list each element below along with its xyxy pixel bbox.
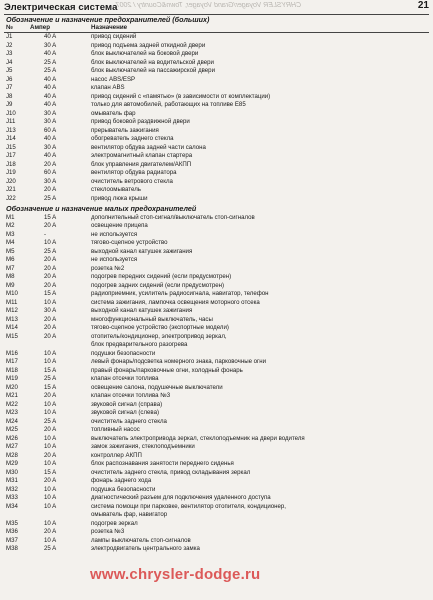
fuse-purpose: подушки безопасности bbox=[91, 349, 156, 357]
fuse-purpose: розетка №3 bbox=[91, 528, 125, 535]
fuse-amperage: 20 A bbox=[44, 477, 57, 484]
fuse-purpose: привод сидений с «памятью» (в зависимости от комплектации) bbox=[91, 92, 271, 100]
fuse-amperage: 40 A bbox=[44, 152, 57, 159]
fuse-purpose: топливный насос bbox=[91, 426, 140, 433]
fuse-amperage: 40 A bbox=[44, 92, 57, 100]
small-fuses-title: Обозначение и назначение малых предохранителей bbox=[6, 204, 197, 213]
fuse-purpose: отопитель/кондиционер, электропривод зеркал, bbox=[91, 332, 227, 340]
fuse-purpose: розетка №2 bbox=[91, 264, 125, 272]
fuse-amperage: 30 A bbox=[44, 41, 57, 49]
fuse-amperage: 15 A bbox=[44, 383, 57, 391]
fuse-row bbox=[0, 76, 433, 85]
fuse-row-continuation bbox=[0, 511, 433, 520]
fuse-row bbox=[0, 67, 433, 76]
fuse-id: M22 bbox=[6, 400, 18, 408]
fuse-row bbox=[0, 84, 433, 93]
fuse-row bbox=[0, 110, 433, 119]
fuse-row bbox=[0, 503, 433, 512]
fuse-purpose: очиститель ветрового стекла bbox=[91, 177, 173, 185]
fuse-amperage: 20 A bbox=[44, 273, 57, 280]
fuse-purpose: дополнительный стоп-сигнал/выключатель стоп-сигналов bbox=[91, 213, 255, 221]
fuse-id: M7 bbox=[6, 264, 15, 272]
fuse-amperage: 20 A bbox=[44, 451, 57, 459]
fuse-id: M12 bbox=[6, 307, 18, 314]
fuse-purpose: блок выключателей на водительской двери bbox=[91, 58, 214, 66]
fuse-row bbox=[0, 144, 433, 153]
fuse-purpose: подогрев передних сидений (если предусмотрен) bbox=[91, 273, 232, 280]
fuse-row bbox=[0, 307, 433, 316]
fuse-amperage: 60 A bbox=[44, 126, 57, 134]
fuse-purpose: диагностический разъем для подключения удаленного доступа bbox=[91, 494, 271, 501]
fuse-id: J5 bbox=[6, 67, 13, 74]
fuse-amperage: 20 A bbox=[44, 392, 57, 399]
fuse-id: J11 bbox=[6, 118, 16, 125]
fuse-id: M36 bbox=[6, 528, 18, 535]
fuse-id: J21 bbox=[6, 186, 16, 193]
fuse-amperage: 10 A bbox=[44, 400, 57, 408]
fuse-purpose: выходной канал катушек зажигания bbox=[91, 307, 193, 314]
fuse-id: M24 bbox=[6, 417, 18, 425]
fuse-id: M2 bbox=[6, 222, 15, 229]
col-header-amp: Ампер bbox=[30, 24, 51, 31]
fuse-row bbox=[0, 265, 433, 274]
fuse-purpose: насос ABS/ESP bbox=[91, 75, 136, 83]
fuse-id: M19 bbox=[6, 375, 18, 382]
fuse-id: M27 bbox=[6, 443, 18, 450]
fuse-amperage: 20 A bbox=[44, 256, 57, 263]
fuse-amperage: 20 A bbox=[44, 426, 57, 433]
fuse-id: M21 bbox=[6, 392, 18, 399]
fuse-purpose: вентилятор обдува задней части салона bbox=[91, 143, 206, 151]
fuse-row bbox=[0, 290, 433, 299]
site-watermark: www.chrysler-dodge.ru bbox=[90, 566, 261, 583]
fuse-amperage: 30 A bbox=[44, 118, 57, 125]
fuse-amperage: 30 A bbox=[44, 109, 57, 117]
fuse-row bbox=[0, 50, 433, 59]
fuse-purpose: блок выключателей на боковой двери bbox=[91, 50, 199, 57]
fuse-purpose: электродвигатель центрального замка bbox=[91, 545, 200, 552]
fuse-amperage: 25 A bbox=[44, 247, 57, 255]
fuse-purpose: привод люка крыши bbox=[91, 194, 148, 202]
fuse-amperage: 20 A bbox=[44, 281, 57, 289]
fuse-row bbox=[0, 537, 433, 546]
fuse-purpose: выключатель электропривода зеркал, стеклоподъемник на двери водителя bbox=[91, 434, 305, 442]
fuse-id: J18 bbox=[6, 160, 16, 168]
fuse-purpose: замок зажигания, стеклоподъемники bbox=[91, 443, 195, 450]
fuse-row bbox=[0, 443, 433, 452]
fuse-row bbox=[0, 324, 433, 333]
fuse-amperage: 10 A bbox=[44, 349, 57, 357]
fuse-amperage: 15 A bbox=[44, 290, 57, 297]
fuse-row bbox=[0, 460, 433, 469]
fuse-purpose: омыватель фар bbox=[91, 109, 136, 117]
fuse-row bbox=[0, 59, 433, 68]
fuse-amperage: 15 A bbox=[44, 366, 57, 374]
fuse-purpose-continued: блок предварительного разогрева bbox=[91, 341, 188, 348]
fuse-row bbox=[0, 101, 433, 110]
fuse-row bbox=[0, 231, 433, 240]
fuse-row bbox=[0, 469, 433, 478]
fuse-row bbox=[0, 316, 433, 325]
fuse-row bbox=[0, 401, 433, 410]
fuse-purpose: звуковой сигнал (справа) bbox=[91, 400, 163, 408]
fuse-amperage: 20 A bbox=[44, 186, 57, 193]
fuse-purpose: звуковой сигнал (слева) bbox=[91, 409, 160, 416]
fuse-id: M17 bbox=[6, 358, 18, 365]
fuse-amperage: 20 A bbox=[44, 528, 57, 535]
fuse-row bbox=[0, 452, 433, 461]
fuse-purpose: выходной канал катушек зажигания bbox=[91, 247, 193, 255]
fuse-amperage: 10 A bbox=[44, 239, 57, 246]
fuse-row bbox=[0, 392, 433, 401]
fuse-id: M9 bbox=[6, 281, 15, 289]
fuse-purpose: блок управления двигателем/АКПП bbox=[91, 160, 192, 168]
fuse-purpose: прерыватель зажигания bbox=[91, 126, 159, 134]
fuse-row bbox=[0, 118, 433, 127]
fuse-row bbox=[0, 528, 433, 537]
fuse-row bbox=[0, 161, 433, 170]
fuse-id: M3 bbox=[6, 230, 15, 238]
fuse-amperage: 10 A bbox=[44, 434, 57, 442]
fuse-id: M18 bbox=[6, 366, 18, 374]
fuse-purpose: стеклоомыватель bbox=[91, 186, 141, 193]
fuse-row bbox=[0, 494, 433, 503]
fuse-row bbox=[0, 127, 433, 136]
fuse-amperage: 10 A bbox=[44, 485, 57, 493]
fuse-id: J15 bbox=[6, 143, 16, 151]
fuse-amperage: 10 A bbox=[44, 358, 57, 365]
fuse-id: J6 bbox=[6, 75, 13, 83]
fuse-id: J19 bbox=[6, 169, 16, 176]
fuse-amperage: 25 A bbox=[44, 375, 57, 382]
fuse-amperage: 20 A bbox=[44, 324, 57, 331]
fuse-purpose: клапан отсечки топлива №3 bbox=[91, 392, 171, 399]
fuse-id: M25 bbox=[6, 426, 18, 433]
fuse-amperage: 10 A bbox=[44, 443, 57, 450]
fuse-row bbox=[0, 135, 433, 144]
fuse-id: M38 bbox=[6, 545, 18, 552]
fuse-amperage: 15 A bbox=[44, 468, 57, 476]
fuse-amperage: 40 A bbox=[44, 84, 57, 91]
fuse-amperage: 20 A bbox=[44, 332, 57, 340]
fuse-purpose: левый фонарь/подсветка номерного знака, парковочные огни bbox=[91, 358, 267, 365]
fuse-row bbox=[0, 486, 433, 495]
fuse-row bbox=[0, 545, 433, 554]
fuse-row bbox=[0, 33, 433, 42]
fuse-id: M16 bbox=[6, 349, 18, 357]
fuse-purpose: электромагнитный клапан стартера bbox=[91, 152, 193, 159]
fuse-purpose: система помощи при парковке, вентилятор отопителя, кондиционер, bbox=[91, 502, 286, 510]
fuse-row bbox=[0, 350, 433, 359]
page-number: 21 bbox=[417, 0, 429, 11]
fuse-amperage: 10 A bbox=[44, 494, 57, 501]
bleed-through-text: CHRYSLER Voyager/Grand Voyager, Town&Country / 2007 ... bbox=[108, 2, 302, 9]
fuse-purpose: привод подъема задней откидной двери bbox=[91, 41, 206, 49]
fuse-id: J2 bbox=[6, 41, 13, 49]
fuse-purpose: блок распознавания занятости переднего сиденья bbox=[91, 460, 234, 467]
fuse-id: M34 bbox=[6, 502, 18, 510]
fuse-id: M1 bbox=[6, 213, 15, 221]
fuse-amperage: 20 A bbox=[44, 264, 57, 272]
fuse-purpose: освещение прицепа bbox=[91, 222, 148, 229]
fuse-amperage: 40 A bbox=[44, 33, 57, 40]
fuse-id: J14 bbox=[6, 135, 16, 142]
fuse-row bbox=[0, 375, 433, 384]
fuse-id: M35 bbox=[6, 519, 18, 527]
fuse-purpose: клапан отсечки топлива bbox=[91, 375, 159, 382]
fuse-row bbox=[0, 256, 433, 265]
fuse-id: J17 bbox=[6, 152, 16, 159]
fuse-amperage: 10 A bbox=[44, 519, 57, 527]
fuse-id: J1 bbox=[6, 33, 13, 40]
fuse-row bbox=[0, 299, 433, 308]
fuse-purpose-continued: омыватель фар, навигатор bbox=[91, 511, 168, 518]
fuse-id: M14 bbox=[6, 324, 18, 331]
fuse-id: M4 bbox=[6, 239, 15, 246]
fuse-row bbox=[0, 282, 433, 291]
fuse-amperage: 60 A bbox=[44, 169, 57, 176]
fuse-amperage: 40 A bbox=[44, 75, 57, 83]
fuse-row bbox=[0, 248, 433, 257]
fuse-row bbox=[0, 409, 433, 418]
fuse-id: M29 bbox=[6, 460, 18, 467]
fuse-row bbox=[0, 214, 433, 223]
fuse-amperage: 30 A bbox=[44, 177, 57, 185]
fuse-id: J3 bbox=[6, 50, 13, 57]
fuse-amperage: 25 A bbox=[44, 58, 57, 66]
fuse-purpose: вентилятор обдува радиатора bbox=[91, 169, 177, 176]
fuse-amperage: - bbox=[44, 230, 47, 238]
fuse-id: M13 bbox=[6, 315, 18, 323]
fuse-purpose: не используется bbox=[91, 256, 138, 263]
fuse-id: M28 bbox=[6, 451, 18, 459]
fuse-purpose: подушка безопасности bbox=[91, 485, 156, 493]
fuse-purpose: клапан ABS bbox=[91, 84, 125, 91]
fuse-id: M31 bbox=[6, 477, 18, 484]
fuse-amperage: 10 A bbox=[44, 502, 57, 510]
fuse-id: M11 bbox=[6, 298, 18, 306]
fuse-id: M33 bbox=[6, 494, 18, 501]
fuse-row bbox=[0, 418, 433, 427]
fuse-purpose: подогрев задних сидений (если предусмотрен) bbox=[91, 281, 224, 289]
fuse-purpose: контроллер АКПП bbox=[91, 451, 142, 459]
fuse-row bbox=[0, 93, 433, 102]
fuse-id: M20 bbox=[6, 383, 18, 391]
fuse-row bbox=[0, 358, 433, 367]
fuse-purpose: радиоприемник, усилитель радиосигнала, навигатор, телефон bbox=[91, 290, 269, 297]
fuse-amperage: 10 A bbox=[44, 298, 57, 306]
fuse-amperage: 20 A bbox=[44, 160, 57, 168]
fuse-amperage: 25 A bbox=[44, 194, 57, 202]
fuse-row bbox=[0, 222, 433, 231]
page-section-title: Электрическая система bbox=[4, 2, 118, 13]
fuse-id: J13 bbox=[6, 126, 16, 134]
fuse-amperage: 10 A bbox=[44, 409, 57, 416]
fuse-id: M37 bbox=[6, 536, 18, 544]
fuse-amperage: 20 A bbox=[44, 315, 57, 323]
fuse-id: M10 bbox=[6, 290, 18, 297]
fuse-id: J20 bbox=[6, 177, 16, 185]
fuse-purpose: правый фонарь/парковочные огни, холодный фонарь bbox=[91, 366, 243, 374]
fuse-purpose: очиститель заднего стекла, привод складывания зеркал bbox=[91, 468, 251, 476]
fuse-amperage: 40 A bbox=[44, 50, 57, 57]
fuse-purpose: только для автомобилей, работающих на топливе E85 bbox=[91, 101, 246, 108]
fuse-id: J7 bbox=[6, 84, 13, 91]
fuse-amperage: 40 A bbox=[44, 101, 57, 108]
fuse-purpose: не используется bbox=[91, 230, 138, 238]
fuse-row bbox=[0, 178, 433, 187]
fuse-purpose: привод боковой раздвижной двери bbox=[91, 118, 190, 125]
fuse-purpose: подогрев зеркал bbox=[91, 519, 138, 527]
fuse-row bbox=[0, 42, 433, 51]
fuse-row bbox=[0, 435, 433, 444]
fuse-amperage: 30 A bbox=[44, 143, 57, 151]
fuse-id: J9 bbox=[6, 101, 13, 108]
fuse-purpose: освещение салона, подушечные выключатели bbox=[91, 383, 223, 391]
fuse-row bbox=[0, 273, 433, 282]
fuse-row bbox=[0, 239, 433, 248]
col-header-number: № bbox=[6, 24, 13, 31]
fuse-id: M23 bbox=[6, 409, 18, 416]
fuse-id: M26 bbox=[6, 434, 18, 442]
fuse-purpose: многофункциональный выключатель, часы bbox=[91, 315, 213, 323]
fuse-amperage: 25 A bbox=[44, 67, 57, 74]
fuse-purpose: тягово-сцепное устройство bbox=[91, 239, 168, 246]
big-fuses-title: Обозначение и назначение предохранителей (больших) bbox=[6, 15, 210, 24]
fuse-id: M6 bbox=[6, 256, 15, 263]
fuse-row bbox=[0, 195, 433, 204]
fuse-purpose: блок выключателей на пассажирской двери bbox=[91, 67, 215, 74]
fuse-amperage: 10 A bbox=[44, 536, 57, 544]
fuse-id: M15 bbox=[6, 332, 18, 340]
fuse-id: M5 bbox=[6, 247, 15, 255]
fuse-row bbox=[0, 384, 433, 393]
fuse-row bbox=[0, 152, 433, 161]
fuse-amperage: 25 A bbox=[44, 417, 57, 425]
fuse-id: M32 bbox=[6, 485, 18, 493]
fuse-amperage: 15 A bbox=[44, 213, 57, 221]
fuse-row bbox=[0, 477, 433, 486]
fuse-id: M8 bbox=[6, 273, 15, 280]
fuse-row bbox=[0, 426, 433, 435]
fuse-row-continuation bbox=[0, 341, 433, 350]
fuse-id: J8 bbox=[6, 92, 13, 100]
fuse-purpose: очиститель заднего стекла bbox=[91, 417, 167, 425]
fuse-purpose: фонарь заднего хода bbox=[91, 477, 152, 484]
fuse-row bbox=[0, 520, 433, 529]
fuse-purpose: система зажигания, лампочка освещения моторного отсека bbox=[91, 298, 260, 306]
fuse-amperage: 20 A bbox=[44, 222, 57, 229]
col-header-purpose: Назначение bbox=[91, 24, 128, 31]
fuse-id: J4 bbox=[6, 58, 13, 66]
fuse-amperage: 40 A bbox=[44, 135, 57, 142]
fuse-purpose: привод сидений bbox=[91, 33, 137, 40]
fuse-id: J10 bbox=[6, 109, 16, 117]
fuse-id: M30 bbox=[6, 468, 18, 476]
fuse-id: J22 bbox=[6, 194, 16, 202]
fuse-purpose: обогреватель заднего стекла bbox=[91, 135, 174, 142]
fuse-row bbox=[0, 169, 433, 178]
fuse-row bbox=[0, 186, 433, 195]
fuse-amperage: 10 A bbox=[44, 460, 57, 467]
fuse-amperage: 30 A bbox=[44, 307, 57, 314]
fuse-row bbox=[0, 333, 433, 342]
fuse-row bbox=[0, 367, 433, 376]
fuse-purpose: тягово-сцепное устройство (экспортные модели) bbox=[91, 324, 229, 331]
fuse-purpose: лампы выключатель стоп-сигналов bbox=[91, 536, 191, 544]
fuse-amperage: 25 A bbox=[44, 545, 57, 552]
